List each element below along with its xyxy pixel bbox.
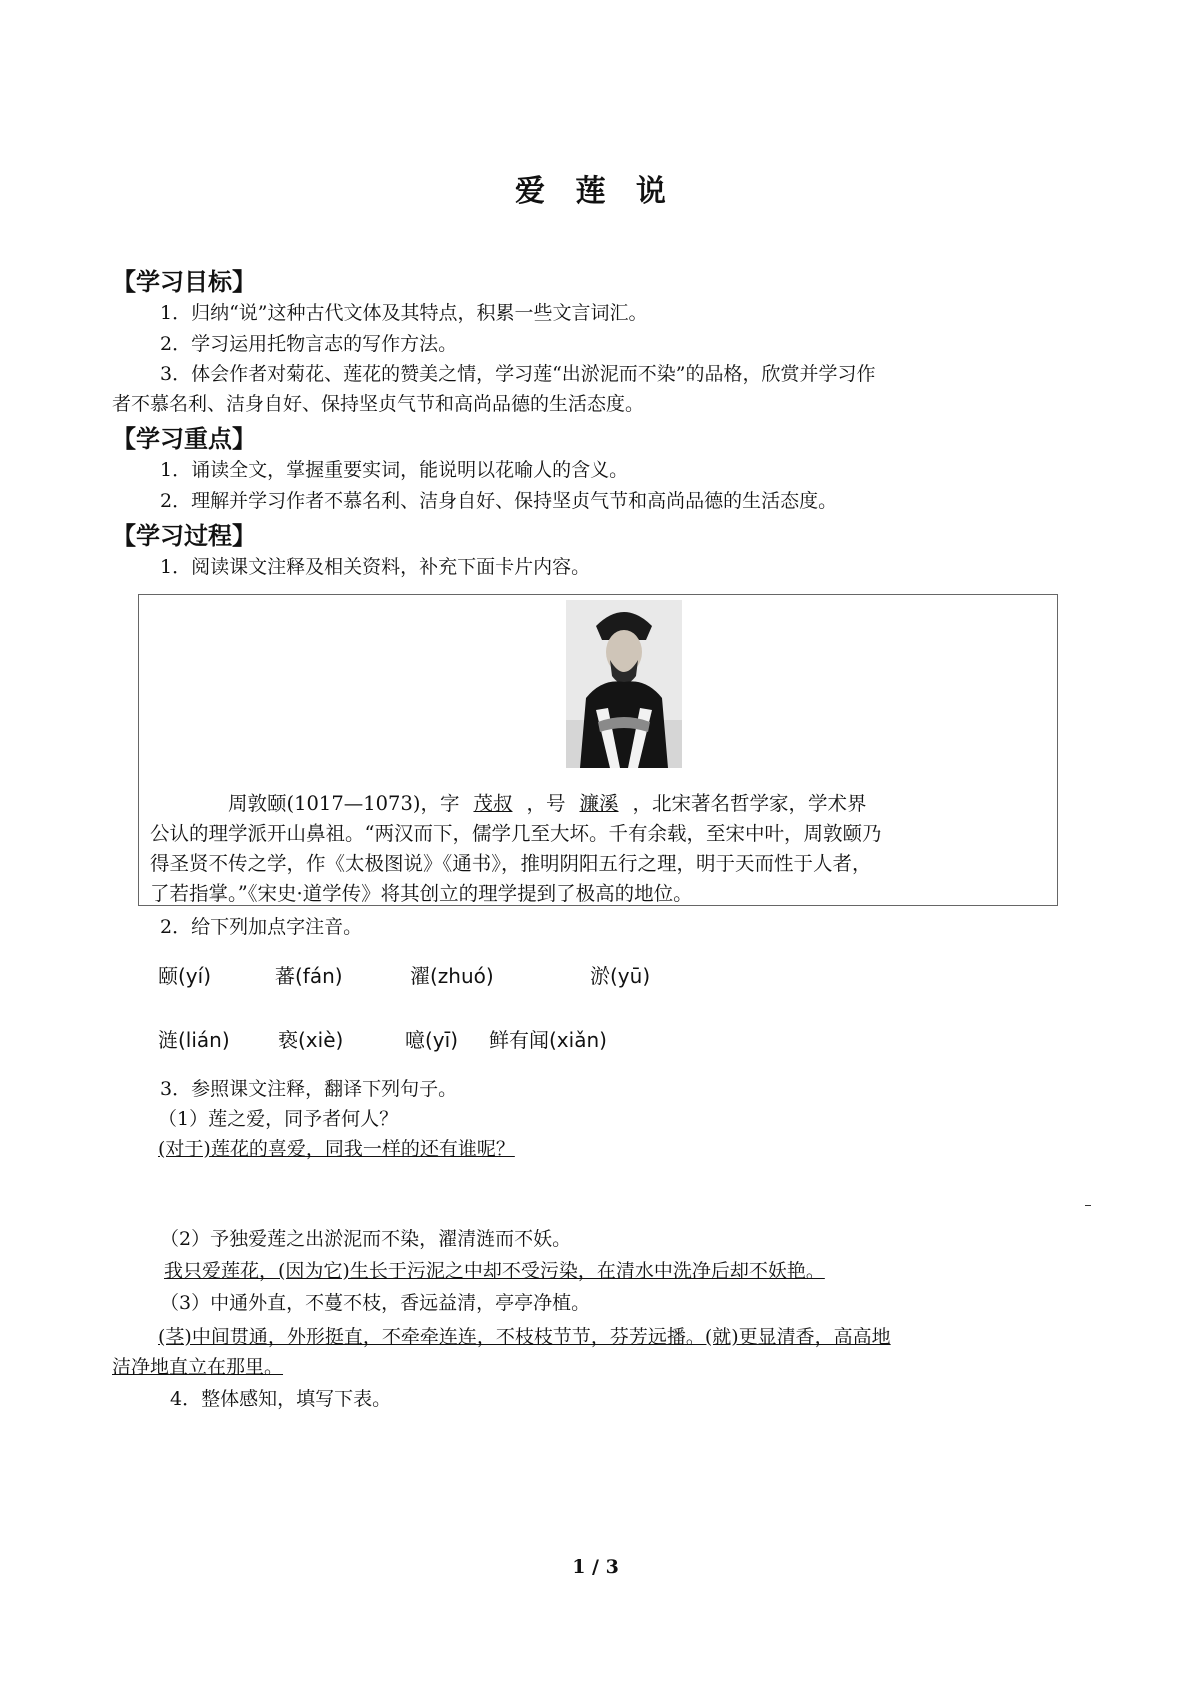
margin-mark [1085, 1205, 1091, 1206]
pinyin-item: 噫(yī) [405, 1028, 458, 1052]
answer-pseudonym: 濂溪 [579, 792, 619, 815]
answer-courtesy-name: 茂叔 [473, 792, 513, 815]
card-line-3: 得圣贤不传之学，作《太极图说》《通书》，推明阴阳五行之理，明于天而性于人者， [150, 852, 872, 875]
answer-3-line-1: (茎)中间贯通，外形挺直，不牵牵连连，不枝枝节节，芬芳远播。(就)更显清香，高高地 [158, 1326, 891, 1348]
card-line-1 [228, 788, 867, 816]
card-line-2: 公认的理学派开山鼻祖。“两汉而下，儒学几至大坏。千有余载，至宋中叶，周敦颐乃 [150, 822, 882, 845]
sentence-2: （2）予独爱莲之出淤泥而不染，濯清涟而不妖。 [160, 1228, 572, 1250]
objective-item: 3．体会作者对菊花、莲花的赞美之情，学习莲“出淤泥而不染”的品格，欣赏并学习作 [160, 363, 876, 385]
key-points-heading: 【学习重点】 [112, 425, 256, 453]
pinyin-item: 淤(yū) [590, 964, 651, 988]
page-number: 1 / 3 [572, 1556, 619, 1578]
pinyin-item: 鲜有闻(xiǎn) [489, 1028, 607, 1052]
question-3: 3．参照课文注释，翻译下列句子。 [160, 1078, 458, 1100]
pinyin-item: 濯(zhuó) [410, 964, 494, 988]
card-text: ，北宋著名哲学家，学术界 [632, 792, 867, 815]
key-point-item: 2．理解并学习作者不慕名利、洁身自好、保持坚贞气节和高尚品德的生活态度。 [160, 490, 838, 512]
question-2: 2．给下列加点字注音。 [160, 916, 363, 938]
pinyin-item: 颐(yí) [158, 964, 211, 988]
objective-item: 2．学习运用托物言志的写作方法。 [160, 333, 458, 355]
card-line-4: 了若指掌。”《宋史·道学传》将其创立的理学提到了极高的地位。 [150, 882, 693, 905]
objective-item: 1．归纳“说”这种古代文体及其特点，积累一些文言词汇。 [160, 302, 648, 324]
page-title: 爱 莲 说 [515, 174, 676, 209]
sentence-3: （3）中通外直，不蔓不枝，香远益清，亭亭净植。 [160, 1292, 591, 1314]
pinyin-item: 亵(xiè) [278, 1028, 344, 1052]
sentence-1: （1）莲之爱，同予者何人？ [158, 1108, 399, 1130]
objectives-heading: 【学习目标】 [112, 268, 256, 296]
zhou-dunyi-portrait [566, 600, 682, 768]
objective-item-continued: 者不慕名利、洁身自好、保持坚贞气节和高尚品德的生活态度。 [112, 393, 645, 415]
question-1: 1．阅读课文注释及相关资料，补充下面卡片内容。 [160, 556, 591, 578]
answer-3-line-2: 洁净地直立在那里。 [112, 1356, 284, 1378]
key-point-item: 1．诵读全文，掌握重要实词，能说明以花喻人的含义。 [160, 459, 629, 481]
card-text: 周敦颐(1017—1073)，字 [228, 792, 460, 815]
pinyin-item: 涟(lián) [158, 1028, 230, 1052]
answer-1: (对于)莲花的喜爱，同我一样的还有谁呢？ [158, 1138, 515, 1160]
answer-2: 我只爱莲花，(因为它)生长于污泥之中却不受污染，在清水中洗净后却不妖艳。 [164, 1260, 825, 1282]
card-text: ，号 [526, 792, 566, 815]
pinyin-item: 蕃(fán) [275, 964, 343, 988]
process-heading: 【学习过程】 [112, 522, 256, 550]
question-4: 4．整体感知，填写下表。 [170, 1388, 392, 1410]
